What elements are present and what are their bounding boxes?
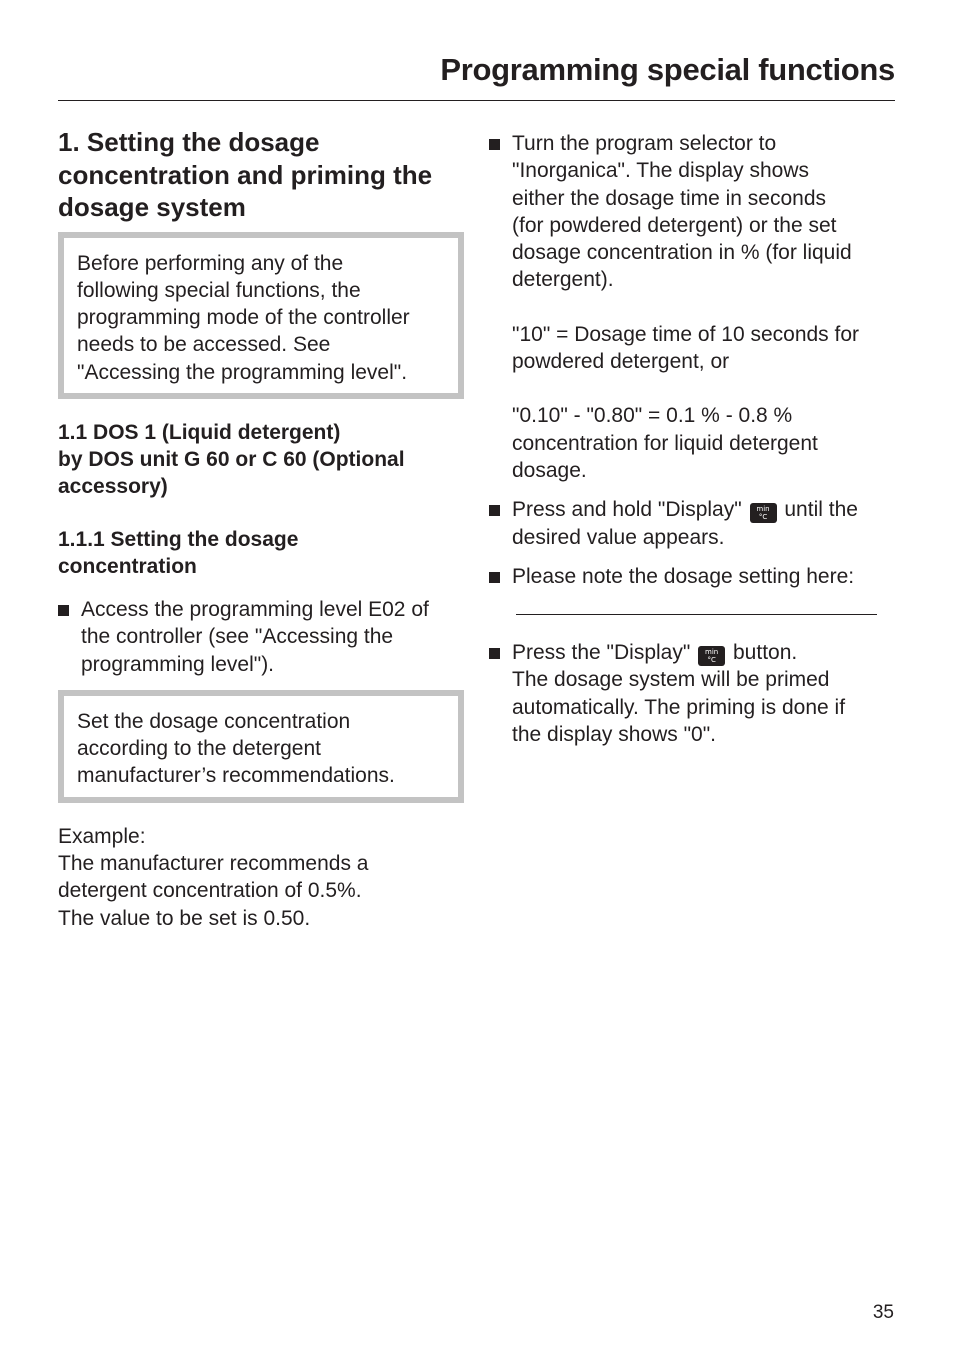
bullet-line: concentration for liquid detergent xyxy=(512,431,818,455)
note-line: needs to be accessed. See xyxy=(77,333,331,357)
example-line: The value to be set is 0.50. xyxy=(58,906,311,930)
section-title-line: dosage system xyxy=(58,192,246,222)
example-paragraph xyxy=(58,823,464,932)
note-line: according to the detergent xyxy=(77,737,322,761)
left-column xyxy=(58,126,464,932)
bullet-line: desired value appears. xyxy=(512,525,725,549)
section-title-line: concentration and priming the xyxy=(58,159,433,190)
bullet-text: until the xyxy=(784,498,858,522)
subheading-dos1 xyxy=(58,419,464,500)
note-line: following special functions, the xyxy=(77,278,361,302)
note-box-programming-mode xyxy=(58,232,464,399)
bullet-line: (for powdered detergent) or the set xyxy=(512,213,837,237)
bullet-line: detergent). xyxy=(512,268,614,292)
bullet-line: the display shows "0". xyxy=(512,723,717,747)
bullet-note-dosage-setting xyxy=(489,563,899,590)
right-column xyxy=(489,130,899,760)
subheading-line: 1.1.1 Setting the dosage xyxy=(58,527,299,551)
note-line: manufacturer’s recommendations. xyxy=(77,764,395,788)
section-title-line: 1. Setting the dosage xyxy=(58,127,320,157)
bullet-square-icon xyxy=(489,572,500,583)
subheading-line: accessory) xyxy=(58,474,168,498)
dosage-setting-write-line xyxy=(516,614,877,615)
bullet-line: "10" = Dosage time of 10 seconds for xyxy=(512,322,860,346)
bullet-text: button. xyxy=(733,641,798,665)
section-title xyxy=(58,126,464,224)
bullet-line: powdered detergent, or xyxy=(512,350,730,374)
bullet-line: Please note the dosage setting here: xyxy=(512,564,855,588)
bullet-line: either the dosage time in seconds xyxy=(512,186,827,210)
note-line: programming mode of the controller xyxy=(77,306,410,330)
bullet-press-display xyxy=(489,639,899,748)
example-line: Example: xyxy=(58,824,146,848)
bullet-line: automatically. The priming is done if xyxy=(512,695,846,719)
bullet-line: "Inorganica". The display shows xyxy=(512,159,810,183)
bullet-access-programming-level xyxy=(58,596,464,678)
bullet-line: The dosage system will be primed xyxy=(512,668,830,692)
note-line: Before performing any of the xyxy=(77,251,344,275)
bullet-line: the controller (see "Accessing the xyxy=(81,625,394,649)
subheading-line: concentration xyxy=(58,554,197,578)
subheading-line: by DOS unit G 60 or C 60 (Optional xyxy=(58,447,405,471)
bullet-square-icon xyxy=(489,505,500,516)
subheading-dosage-concentration xyxy=(58,526,464,580)
bullet-program-selector xyxy=(489,130,899,484)
bullet-line: Turn the program selector to xyxy=(512,132,777,155)
example-line: detergent concentration of 0.5%. xyxy=(58,879,362,903)
page-number: 35 xyxy=(872,1302,894,1323)
bullet-square-icon xyxy=(489,648,500,659)
header-divider xyxy=(58,100,895,101)
bullet-press-hold-display xyxy=(489,496,899,551)
page-title: Programming special functions xyxy=(440,52,895,87)
bullet-line: Access the programming level E02 of xyxy=(81,597,429,621)
note-line: "Accessing the programming level". xyxy=(77,360,408,384)
bullet-line: "0.10" - "0.80" = 0.1 % - 0.8 % xyxy=(512,404,793,428)
bullet-text: Press the "Display" xyxy=(512,641,691,665)
bullet-square-icon xyxy=(489,139,500,150)
display-button-icon: min °C xyxy=(698,646,725,666)
note-line: Set the dosage concentration xyxy=(77,709,351,733)
bullet-square-icon xyxy=(58,605,69,616)
bullet-text: Press and hold "Display" xyxy=(512,498,742,522)
subheading-line: 1.1 DOS 1 (Liquid detergent) xyxy=(58,420,341,444)
bullet-line: dosage concentration in % (for liquid xyxy=(512,241,852,265)
note-box-manufacturer xyxy=(58,690,464,803)
bullet-line: dosage. xyxy=(512,458,587,482)
example-line: The manufacturer recommends a xyxy=(58,852,369,876)
bullet-line: programming level"). xyxy=(81,652,275,676)
display-button-icon: min °C xyxy=(750,503,777,523)
